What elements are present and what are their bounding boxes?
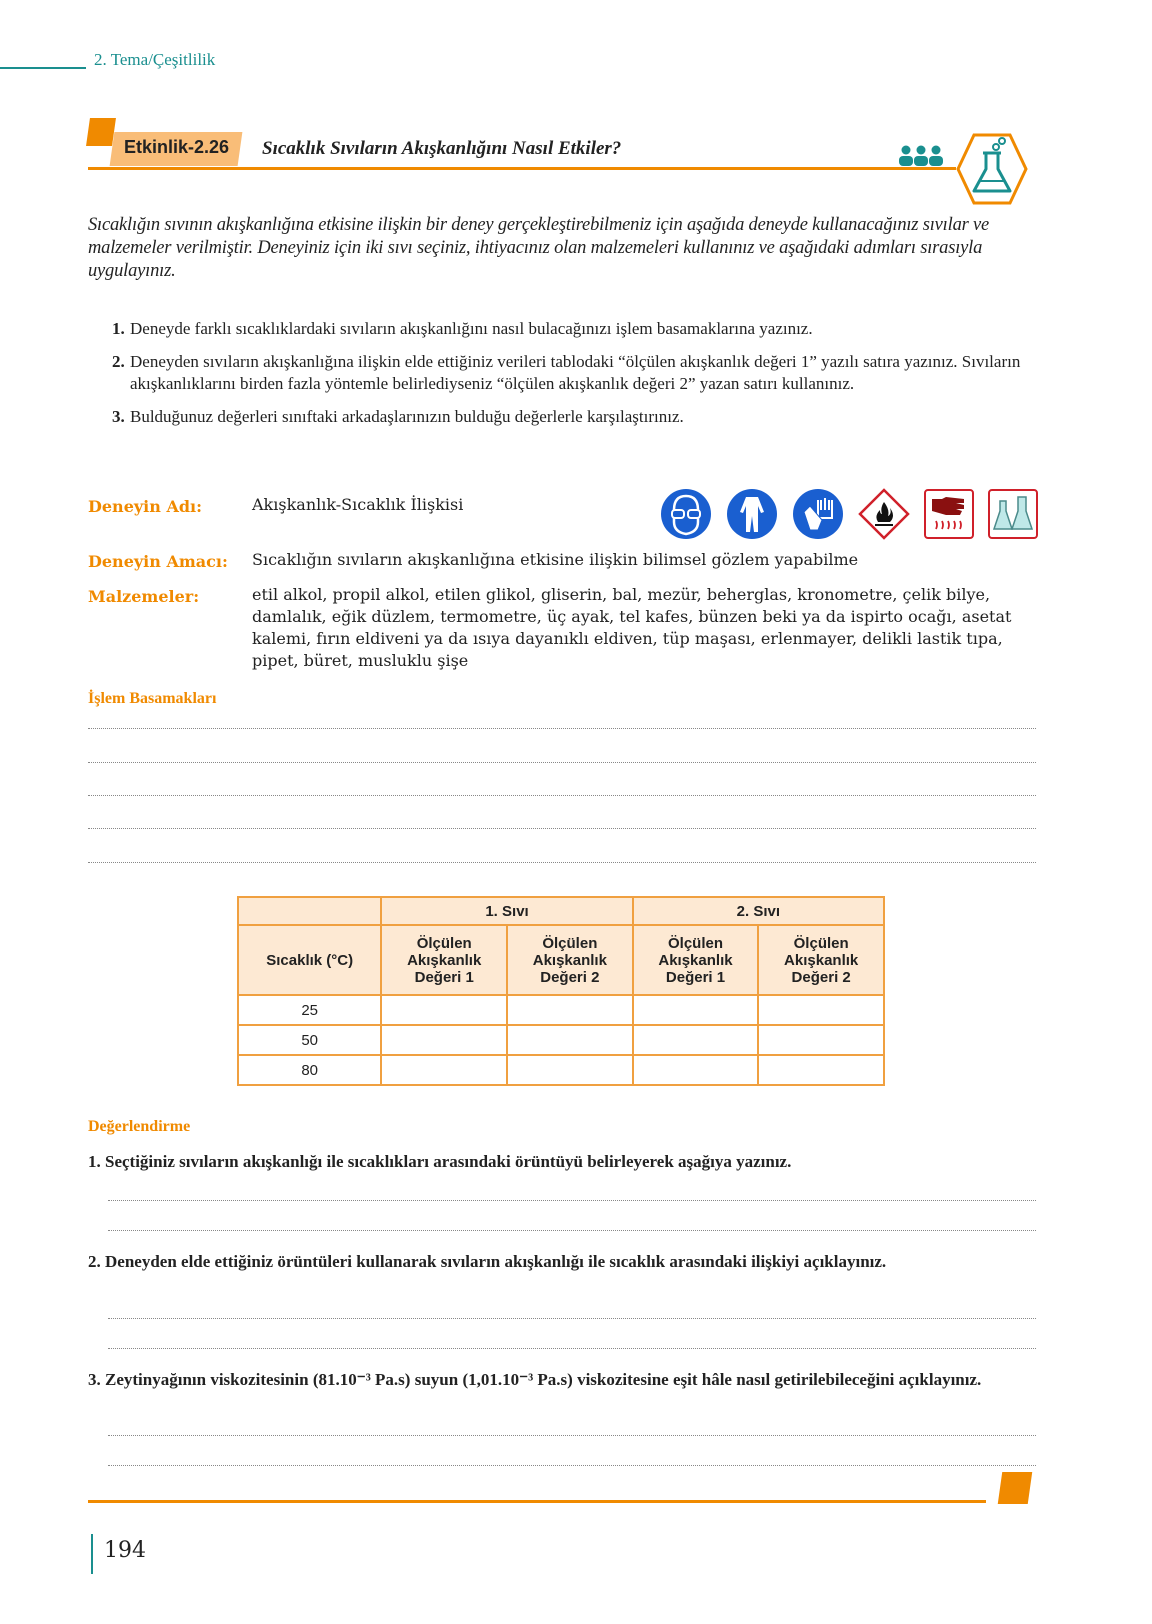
lab-coat-icon [726, 488, 778, 540]
gloves-icon [792, 488, 844, 540]
value-cell[interactable] [381, 1025, 507, 1055]
experiment-aim-value: Sıcaklığın sıvıların akışkanlığına etkisine ilişkin bilimsel gözlem yapabilme [252, 550, 859, 569]
page-number-bar [91, 1534, 93, 1574]
data-table [237, 896, 885, 1086]
column-header [633, 925, 759, 995]
evaluation-question: 1. Seçtiğiniz sıvıların akışkanlığı ile sıcaklıkları arasındaki örüntüyü belirleyerek aşağıya yazınız. [88, 1152, 792, 1171]
step-text: Bulduğunuz değerleri sınıftaki arkadaşlarınızın bulduğu değerlerle karşılaştırınız. [130, 407, 684, 426]
value-cell[interactable] [507, 1025, 633, 1055]
theme-rule [0, 67, 86, 69]
activity-title: Sıcaklık Sıvıların Akışkanlığını Nasıl Etkiler? [262, 138, 622, 159]
evaluation-heading: Değerlendirme [88, 1118, 191, 1135]
table-row [238, 1025, 884, 1055]
header-line: Ölçülen [542, 934, 598, 952]
experiment-name-value: Akışkanlık-Sıcaklık İlişkisi [252, 495, 464, 514]
experiment-name-label: Deneyin Adı: [88, 497, 203, 516]
step-number: 1. [112, 319, 125, 338]
title-rule [88, 167, 956, 170]
flammable-icon [858, 488, 910, 540]
decor-square [86, 118, 116, 146]
value-cell[interactable] [758, 995, 884, 1025]
header-line: Değeri 1 [414, 968, 474, 986]
answer-line[interactable] [88, 828, 1036, 829]
header-line: Ölçülen [667, 934, 723, 952]
glassware-icon [988, 489, 1038, 539]
answer-line[interactable] [88, 762, 1036, 763]
header-line: Değeri 2 [540, 968, 600, 986]
step-number: 3. [112, 407, 125, 426]
header-line: Akışkanlık [407, 951, 482, 969]
lab-flask-icon [956, 133, 1028, 205]
value-cell[interactable] [758, 1055, 884, 1085]
step-item [112, 406, 1040, 428]
step-text: Deneyden sıvıların akışkanlığına ilişkin elde ettiğiniz verileri tablodaki “ölçülen akışkanlık değeri 1” yazılı satıra yazınız. Sıvıların akışkanlıklarını birden fazla yöntemle belirlediyseniz “ölçülen akışkanlık değeri 2” yazan satırı kullanınız. [130, 352, 1021, 393]
step-number: 2. [112, 352, 125, 371]
temperature-cell: 25 [238, 995, 381, 1025]
column-header [758, 925, 884, 995]
answer-line[interactable] [108, 1318, 1036, 1319]
answer-line[interactable] [108, 1230, 1036, 1231]
table-row [238, 995, 884, 1025]
activity-label: Etkinlik-2.26 [124, 137, 230, 157]
table-row [238, 1055, 884, 1085]
group-header: 1. Sıvı [381, 897, 632, 925]
value-cell[interactable] [758, 1025, 884, 1055]
header-line: Akışkanlık [532, 951, 607, 969]
value-cell[interactable] [633, 1055, 759, 1085]
intro-paragraph: Sıcaklığın sıvının akışkanlığına etkisine ilişkin bir deney gerçekleştirebilmeniz için aşağıda deneyde kullanacağınız sıvılar ve malzemeler verilmiştir. Deneyiniz için iki sıvı seçiniz, ihtiyacınız olan malzemeleri kullanınız ve aşağıdaki adımları sırasıyla uygulayınız. [88, 215, 990, 281]
value-cell[interactable] [633, 995, 759, 1025]
header-line: Akışkanlık [658, 951, 733, 969]
value-cell[interactable] [507, 995, 633, 1025]
step-text: Deneyde farklı sıcaklıklardaki sıvıların akışkanlığını nasıl bulacağınızı işlem basamaklarına yazınız. [130, 319, 813, 338]
answer-line[interactable] [88, 728, 1036, 729]
temperature-header: Sıcaklık (°C) [238, 925, 381, 995]
experiment-aim-label: Deneyin Amacı: [88, 552, 228, 571]
header-line: Ölçülen [416, 934, 472, 952]
table-corner [238, 897, 381, 925]
header-line: Ölçülen [793, 934, 849, 952]
header-line: Değeri 1 [665, 968, 726, 986]
decor-square [998, 1472, 1032, 1504]
answer-line[interactable] [108, 1465, 1036, 1466]
temperature-cell: 50 [238, 1025, 381, 1055]
answer-line[interactable] [88, 795, 1036, 796]
materials-value: etil alkol, propil alkol, etilen glikol, gliserin, bal, mezür, beherglas, kronometre, çelik bilye, damlalık, eğik düzlem, termometre, üç ayak, tel kafes, bünzen beki ya da ispirto ocağı, asetat kalemi, fırın eldiveni ya da ısıya dayanıklı eldiven, tüp maşası, erlenmayer, delikli lastik tıpa, pipet, büret, musluklu şişe [252, 585, 1012, 670]
header-line: Değeri 2 [791, 968, 851, 986]
answer-line[interactable] [108, 1435, 1036, 1436]
evaluation-question: 2. Deneyden elde ettiğiniz örüntüleri kullanarak sıvıların akışkanlığı ile sıcaklık arasındaki ilişkiyi açıklayınız. [88, 1252, 887, 1271]
column-header [381, 925, 507, 995]
value-cell[interactable] [633, 1025, 759, 1055]
temperature-cell: 80 [238, 1055, 381, 1085]
hot-surface-icon [924, 489, 974, 539]
value-cell[interactable] [381, 1055, 507, 1085]
evaluation-question: 3. Zeytinyağının viskozitesinin (81.10⁻³ Pa.s) suyun (1,01.10⁻³ Pa.s) viskozitesine eşit hâle nasıl getirilebileceğini açıklayınız. [88, 1370, 982, 1389]
answer-line[interactable] [108, 1200, 1036, 1201]
materials-label: Malzemeler: [88, 587, 200, 606]
header-line: Akışkanlık [784, 951, 859, 969]
answer-line[interactable] [108, 1348, 1036, 1349]
value-cell[interactable] [381, 995, 507, 1025]
group-header: 2. Sıvı [633, 897, 884, 925]
answer-line[interactable] [88, 862, 1036, 863]
theme-title: 2. Tema/Çeşitlilik [94, 50, 216, 69]
eye-protection-icon [660, 488, 712, 540]
step-item [112, 351, 1040, 395]
step-item [112, 318, 1040, 340]
column-header [507, 925, 633, 995]
safety-icons [660, 488, 1038, 540]
value-cell[interactable] [507, 1055, 633, 1085]
bottom-rule [88, 1500, 986, 1503]
procedure-heading: İşlem Basamakları [88, 690, 217, 707]
instruction-steps [112, 318, 1040, 439]
page-number: 194 [104, 1538, 146, 1563]
group-work-icon [898, 145, 944, 167]
